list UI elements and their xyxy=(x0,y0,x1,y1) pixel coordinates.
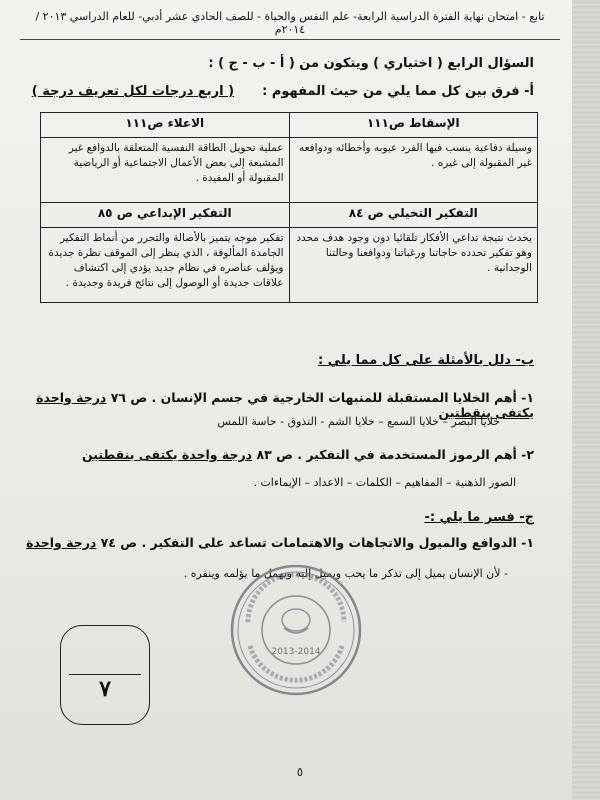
question-b2 xyxy=(22,447,534,462)
question-b2-text: ٢- أهم الرموز المستخدمة في التفكير . ص ٨٣ xyxy=(252,447,534,462)
section-a-title xyxy=(32,84,534,99)
question-c1-text: ١- الدوافع والميول والاتجاهات والاهتمامات تساعد على التفكير . ص ٧٤ xyxy=(96,535,534,550)
grade-box-divider xyxy=(69,674,141,675)
definitions-table xyxy=(40,112,538,303)
stacked-pages-edge xyxy=(572,0,600,800)
page-header: تابع - امتحان نهاية الفترة الدراسية الرابعة- علم النفس والحياة - للصف الحادي عشر أدبي- للعام الدراسي ٢٠١٣ / ٢٠١٤م xyxy=(20,10,560,40)
table-row xyxy=(41,113,538,138)
official-stamp-icon xyxy=(228,562,364,698)
sublimation-definition: عملية تحويل الطاقة النفسية المتعلقة بالدوافع غير المشبعة إلى بعض الأعمال الاجتماعية أو الرياضية المقبولة أو المفيدة . xyxy=(41,138,290,203)
table-row xyxy=(41,228,538,303)
section-c-title: ج- فسر ما يلي :- xyxy=(424,510,534,525)
projection-head: الإسقاط ص١١١ xyxy=(289,113,538,138)
imaginative-thinking-head: التفكير التخيلي ص ٨٤ xyxy=(289,203,538,228)
creative-thinking-definition: تفكير موجه يتميز بالأصالة والتحرر من أنماط التفكير الجامدة المألوفة ، الذي ينظر إلى الموقف نظرة جديدة ويؤلف عناصره في نظام جديد يؤدي إلى اكتشاف علاقات جديدة أو الوصول إلى نتائج فريدة وجديدة . xyxy=(41,228,290,303)
section-b-title: ب- دلل بالأمثلة على كل مما يلي : xyxy=(318,353,534,368)
question-c1 xyxy=(22,535,534,550)
page-number: ٥ xyxy=(296,765,304,779)
question-b1-grade: درجة واحدة يكتفى بنقطتين xyxy=(36,390,534,420)
answer-c1: - لأن الإنسان يميل إلى تذكر ما يحب ويميل إليه ويهمل ما يؤلمه وينفره . xyxy=(183,567,508,580)
question-four-title: السؤال الرابع ( اختياري ) ويتكون من ( أ - ب - ج ) : xyxy=(208,56,534,71)
grade-box xyxy=(60,625,150,725)
section-a-text: أ- فرق بين كل مما يلي من حيث المفهوم : xyxy=(262,84,534,99)
projection-definition: وسيلة دفاعية ينسب فيها الفرد عيوبه وأخطائه ودوافعه غير المقبولة إلى غيره . xyxy=(289,138,538,203)
grade-box-value: ٧ xyxy=(99,676,111,702)
question-c1-grade: درجة واحدة xyxy=(26,535,97,550)
question-b2-grade: درجة واحدة يكتفى بنقطتين xyxy=(82,447,253,462)
table-row xyxy=(41,138,538,203)
section-a-grade: ( اربع درجات لكل تعريف درجة ) xyxy=(31,84,235,99)
stamp-year: 2013-2014 xyxy=(271,647,321,657)
question-b1-text: ١- أهم الخلايا المستقبلة للمنبهات الخارجية في جسم الإنسان . ص ٧٦ xyxy=(106,390,534,405)
imaginative-thinking-definition: يحدث نتيجة تداعي الأفكار تلقائيا دون وجود هدف محدد وهو تفكير تحدده حاجاتنا ورغباتنا ودوافعنا وحالتنا الوجدانية . xyxy=(289,228,538,303)
answer-b2: الصور الذهنية – المفاهيم – الكلمات – الاعداد – الإيماءات . xyxy=(253,476,516,489)
table-row xyxy=(41,203,538,228)
creative-thinking-head: التفكير الإبداعي ص ٨٥ xyxy=(41,203,290,228)
sublimation-head: الاعلاء ص١١١ xyxy=(41,113,290,138)
answer-b1: خلايا البصر – خلايا السمع – خلايا الشم - التذوق - حاسة اللمس xyxy=(217,415,500,428)
